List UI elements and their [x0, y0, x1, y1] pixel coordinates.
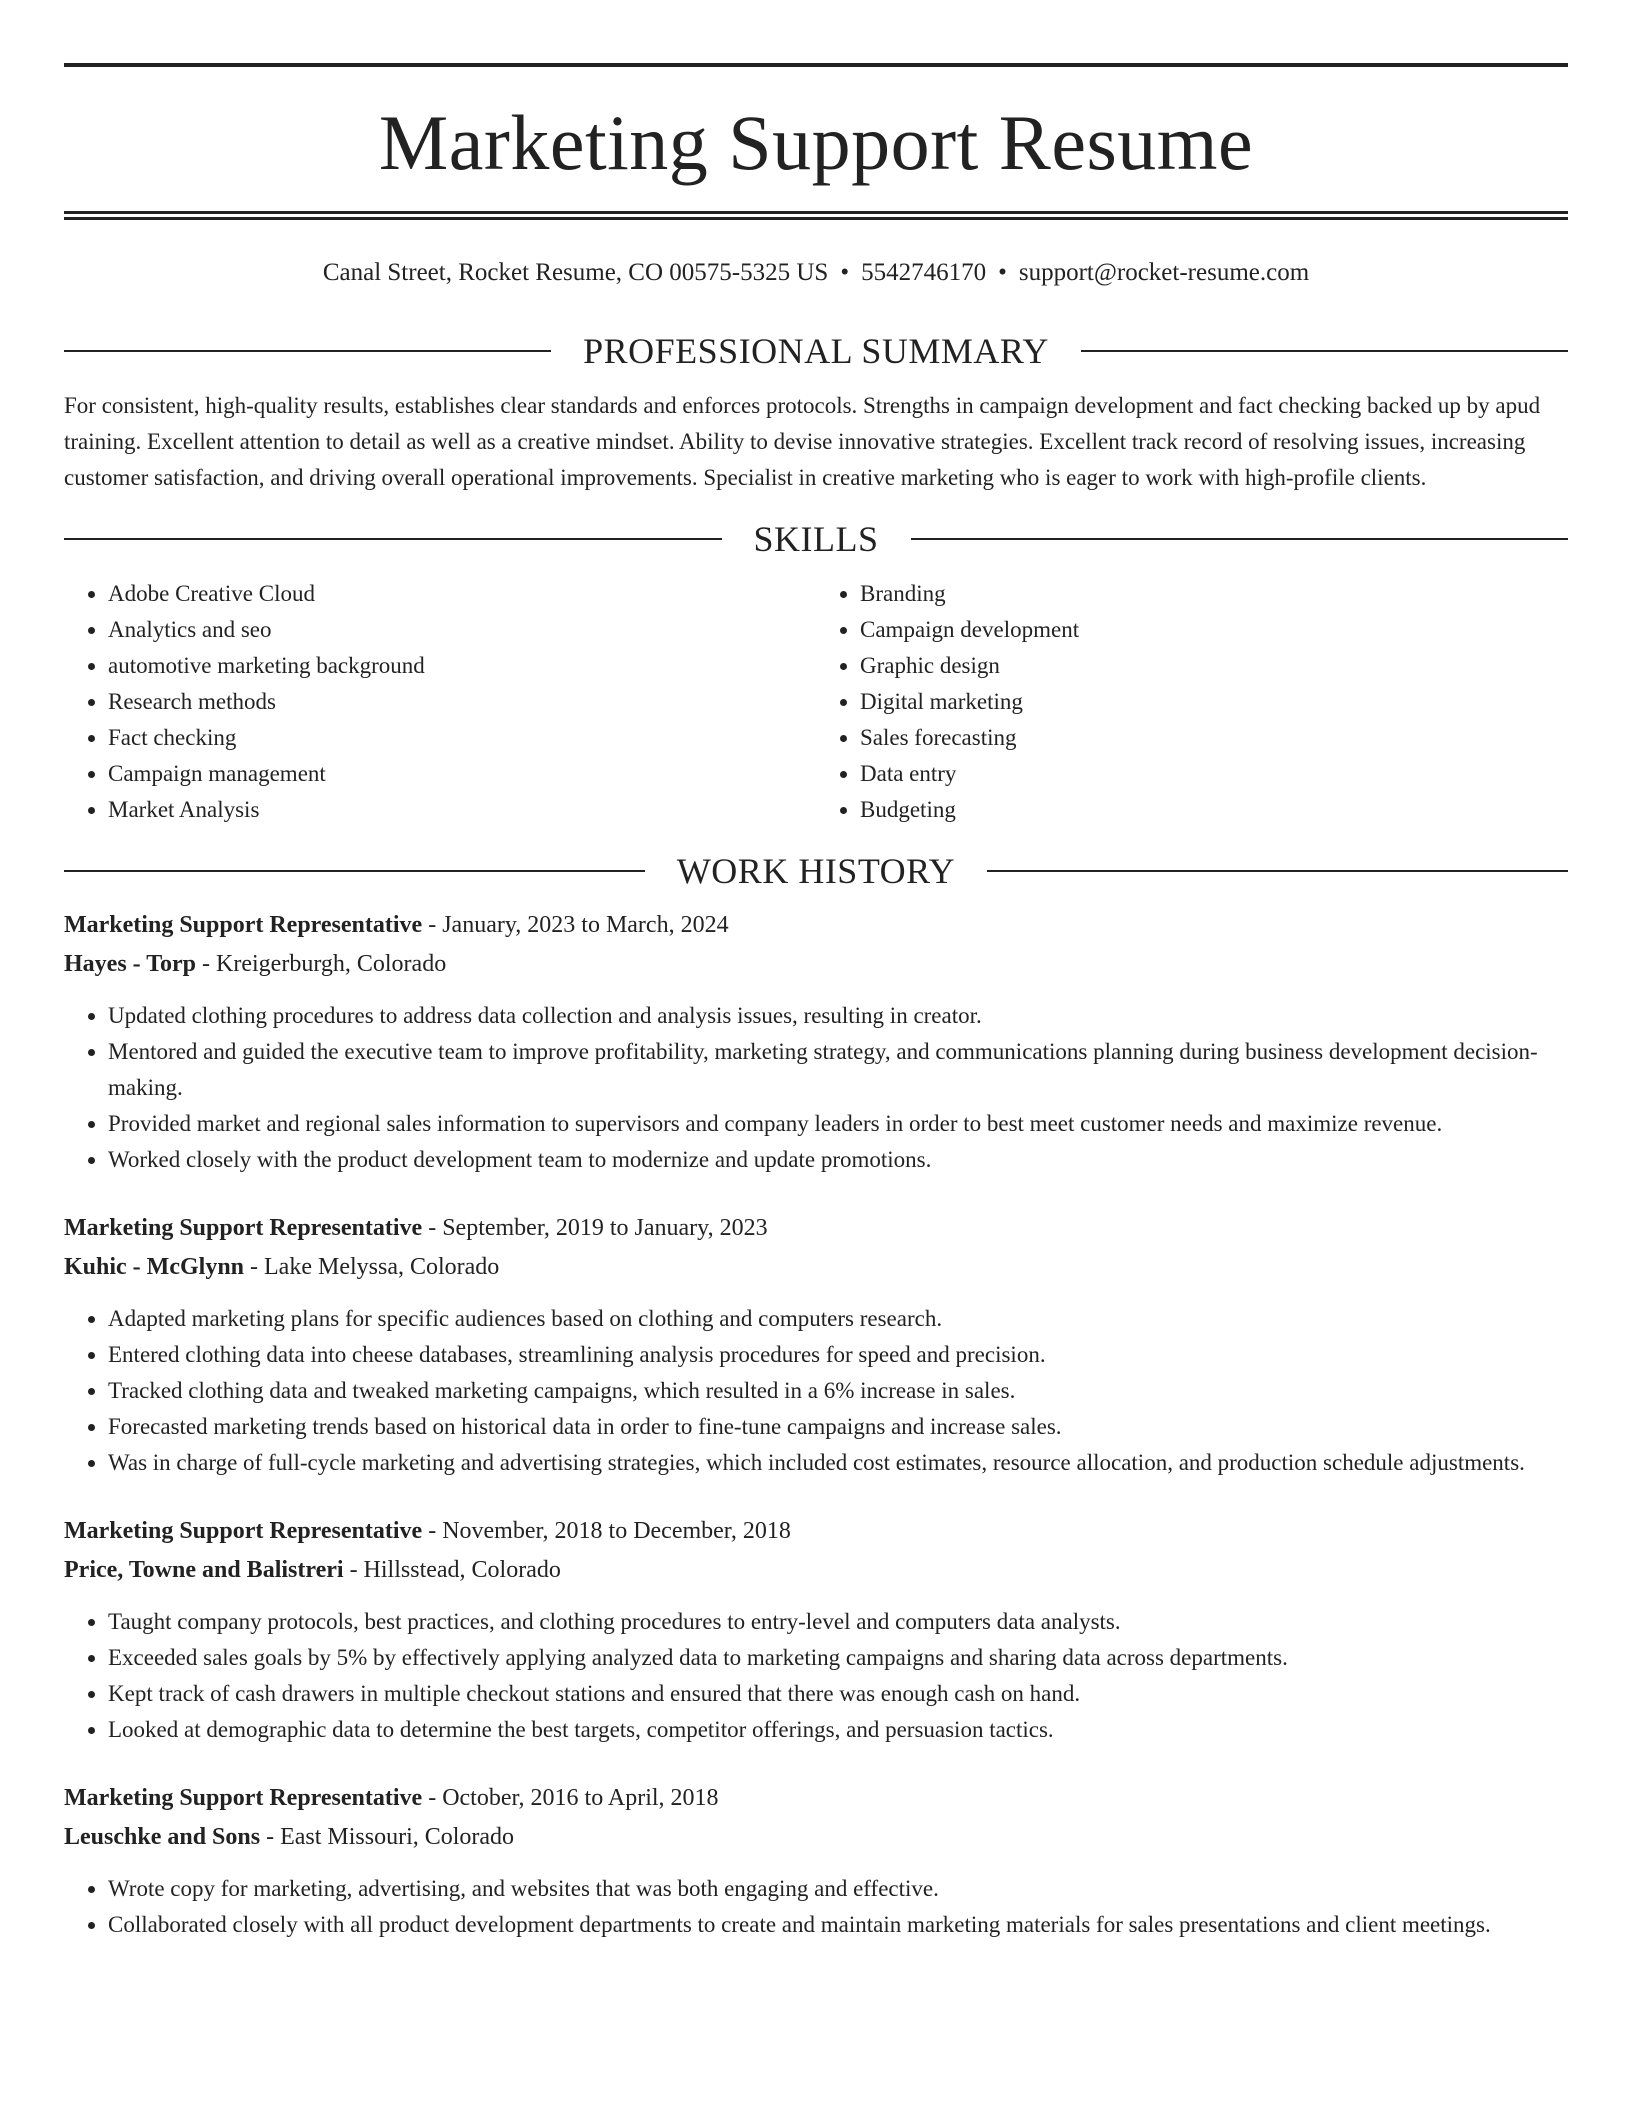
- job-dates: - October, 2016 to April, 2018: [422, 1785, 719, 1811]
- heading-rule-left: [64, 350, 551, 352]
- job-bullets: [64, 1871, 1568, 1943]
- job-dates: - September, 2019 to January, 2023: [422, 1215, 768, 1241]
- job-entry: [64, 906, 1568, 1178]
- job-entry: [64, 1779, 1568, 1943]
- skills-heading: [64, 516, 1568, 562]
- job-title-line: [64, 1512, 1568, 1551]
- job-bullets: [64, 1301, 1568, 1481]
- contact-separator: •: [998, 259, 1007, 286]
- job-bullet: • Updated clothing procedures to address data collection and analysis issues, resulting in creator.: [108, 998, 1568, 1034]
- skill-item: • Digital marketing: [860, 684, 1568, 720]
- skill-item: • Data entry: [860, 756, 1568, 792]
- job-title: Marketing Support Representative: [64, 912, 423, 938]
- job-bullet: • Taught company protocols, best practices, and clothing procedures to entry-level and computers data analysts.: [108, 1604, 1568, 1640]
- job-location: - Lake Melyssa, Colorado: [244, 1254, 500, 1280]
- job-title-line: [64, 1209, 1568, 1248]
- summary-text: For consistent, high-quality results, establishes clear standards and enforces protocols. Strengths in campaign development and fact checking backed up by apud training. Excellent attention to detail as well as a creative mindset. Ability to devise innovative strategies. Excellent track record of resolving issues, increasing customer satisfaction, and driving overall operational improvements. Specialist in creative marketing who is eager to work with high-profile clients.: [64, 393, 1541, 490]
- heading-rule-right: [911, 538, 1569, 540]
- skills-list: [64, 576, 1568, 828]
- skill-item: • Campaign development: [860, 612, 1568, 648]
- skill-item: • Market Analysis: [108, 792, 816, 828]
- contact-email: support@rocket-resume.com: [1018, 259, 1310, 286]
- job-company-line: [64, 945, 1568, 984]
- job-location: - Kreigerburgh, Colorado: [196, 951, 447, 977]
- job-company: Leuschke and Sons: [64, 1824, 261, 1850]
- job-bullet: • Provided market and regional sales information to supervisors and company leaders in order to best meet customer needs and maximize revenue.: [108, 1106, 1568, 1142]
- job-bullet: • Was in charge of full-cycle marketing and advertising strategies, which included cost estimates, resource allocation, and production schedule adjustments.: [108, 1445, 1568, 1481]
- skills-column-left: [64, 576, 816, 828]
- skill-item: • Adobe Creative Cloud: [108, 576, 816, 612]
- job-bullets: [64, 998, 1568, 1178]
- document-title: Marketing Support Resume: [378, 99, 1254, 186]
- skill-item: • Research methods: [108, 684, 816, 720]
- job-entry: [64, 1512, 1568, 1748]
- job-company-line: [64, 1818, 1568, 1857]
- contact-separator: •: [840, 259, 850, 286]
- skill-item: • Graphic design: [860, 648, 1568, 684]
- job-bullet: • Exceeded sales goals by 5% by effectively applying analyzed data to marketing campaigns and sharing data across departments.: [108, 1640, 1568, 1676]
- job-bullet: • Forecasted marketing trends based on historical data in order to fine-tune campaigns and increase sales.: [108, 1409, 1568, 1445]
- title-double-rule: [64, 211, 1568, 220]
- skill-item: • Campaign management: [108, 756, 816, 792]
- summary-heading-label: PROFESSIONAL SUMMARY: [583, 331, 1049, 371]
- job-location: - East Missouri, Colorado: [260, 1824, 515, 1850]
- skills-heading-label: SKILLS: [753, 519, 879, 559]
- job-bullet: • Collaborated closely with all product development departments to create and maintain marketing materials for sales presentations and client meetings.: [108, 1907, 1568, 1943]
- job-company: Kuhic - McGlynn: [64, 1254, 245, 1280]
- job-company: Hayes - Torp: [64, 951, 197, 977]
- job-bullet: • Adapted marketing plans for specific audiences based on clothing and computers research.: [108, 1301, 1568, 1337]
- skill-item: • Sales forecasting: [860, 720, 1568, 756]
- contact-phone: 5542746170: [861, 259, 987, 286]
- work-heading-label: WORK HISTORY: [676, 851, 956, 891]
- job-company: Price, Towne and Balistreri: [64, 1557, 344, 1583]
- job-bullet: • Worked closely with the product development team to modernize and update promotions.: [108, 1142, 1568, 1178]
- job-dates: - November, 2018 to December, 2018: [422, 1518, 791, 1544]
- job-company-line: [64, 1551, 1568, 1590]
- heading-rule-left: [64, 538, 722, 540]
- job-location: - Hillsstead, Colorado: [343, 1557, 561, 1583]
- heading-rule-right: [987, 870, 1568, 872]
- job-title: Marketing Support Representative: [64, 1215, 423, 1241]
- resume-page: [64, 63, 1568, 1943]
- job-bullets: [64, 1604, 1568, 1748]
- skill-item: • Branding: [860, 576, 1568, 612]
- job-bullet: • Looked at demographic data to determine the best targets, competitor offerings, and persuasion tactics.: [108, 1712, 1568, 1748]
- job-company-line: [64, 1248, 1568, 1287]
- job-bullet: • Mentored and guided the executive team to improve profitability, marketing strategy, and communications planning during business development decision-making.: [108, 1034, 1568, 1106]
- job-title-line: [64, 906, 1568, 945]
- job-bullet: • Kept track of cash drawers in multiple checkout stations and ensured that there was enough cash on hand.: [108, 1676, 1568, 1712]
- heading-rule-left: [64, 870, 645, 872]
- skill-item: • automotive marketing background: [108, 648, 816, 684]
- summary-heading: [64, 328, 1568, 374]
- contact-address: Canal Street, Rocket Resume, CO 00575-5325 US: [322, 259, 829, 286]
- job-bullet: • Entered clothing data into cheese databases, streamlining analysis procedures for speed and precision.: [108, 1337, 1568, 1373]
- skill-item: • Analytics and seo: [108, 612, 816, 648]
- job-dates: - January, 2023 to March, 2024: [422, 912, 729, 938]
- job-entry: [64, 1209, 1568, 1481]
- job-title-line: [64, 1779, 1568, 1818]
- top-rule: [64, 63, 1568, 67]
- job-bullet: • Tracked clothing data and tweaked marketing campaigns, which resulted in a 6% increase in sales.: [108, 1373, 1568, 1409]
- skills-column-right: [816, 576, 1568, 828]
- work-heading: [64, 848, 1568, 894]
- job-title: Marketing Support Representative: [64, 1518, 423, 1544]
- contact-line: [64, 256, 1568, 290]
- skill-item: • Fact checking: [108, 720, 816, 756]
- job-bullet: • Wrote copy for marketing, advertising, and websites that was both engaging and effective.: [108, 1871, 1568, 1907]
- skill-item: • Budgeting: [860, 792, 1568, 828]
- job-title: Marketing Support Representative: [64, 1785, 423, 1811]
- heading-rule-right: [1081, 350, 1568, 352]
